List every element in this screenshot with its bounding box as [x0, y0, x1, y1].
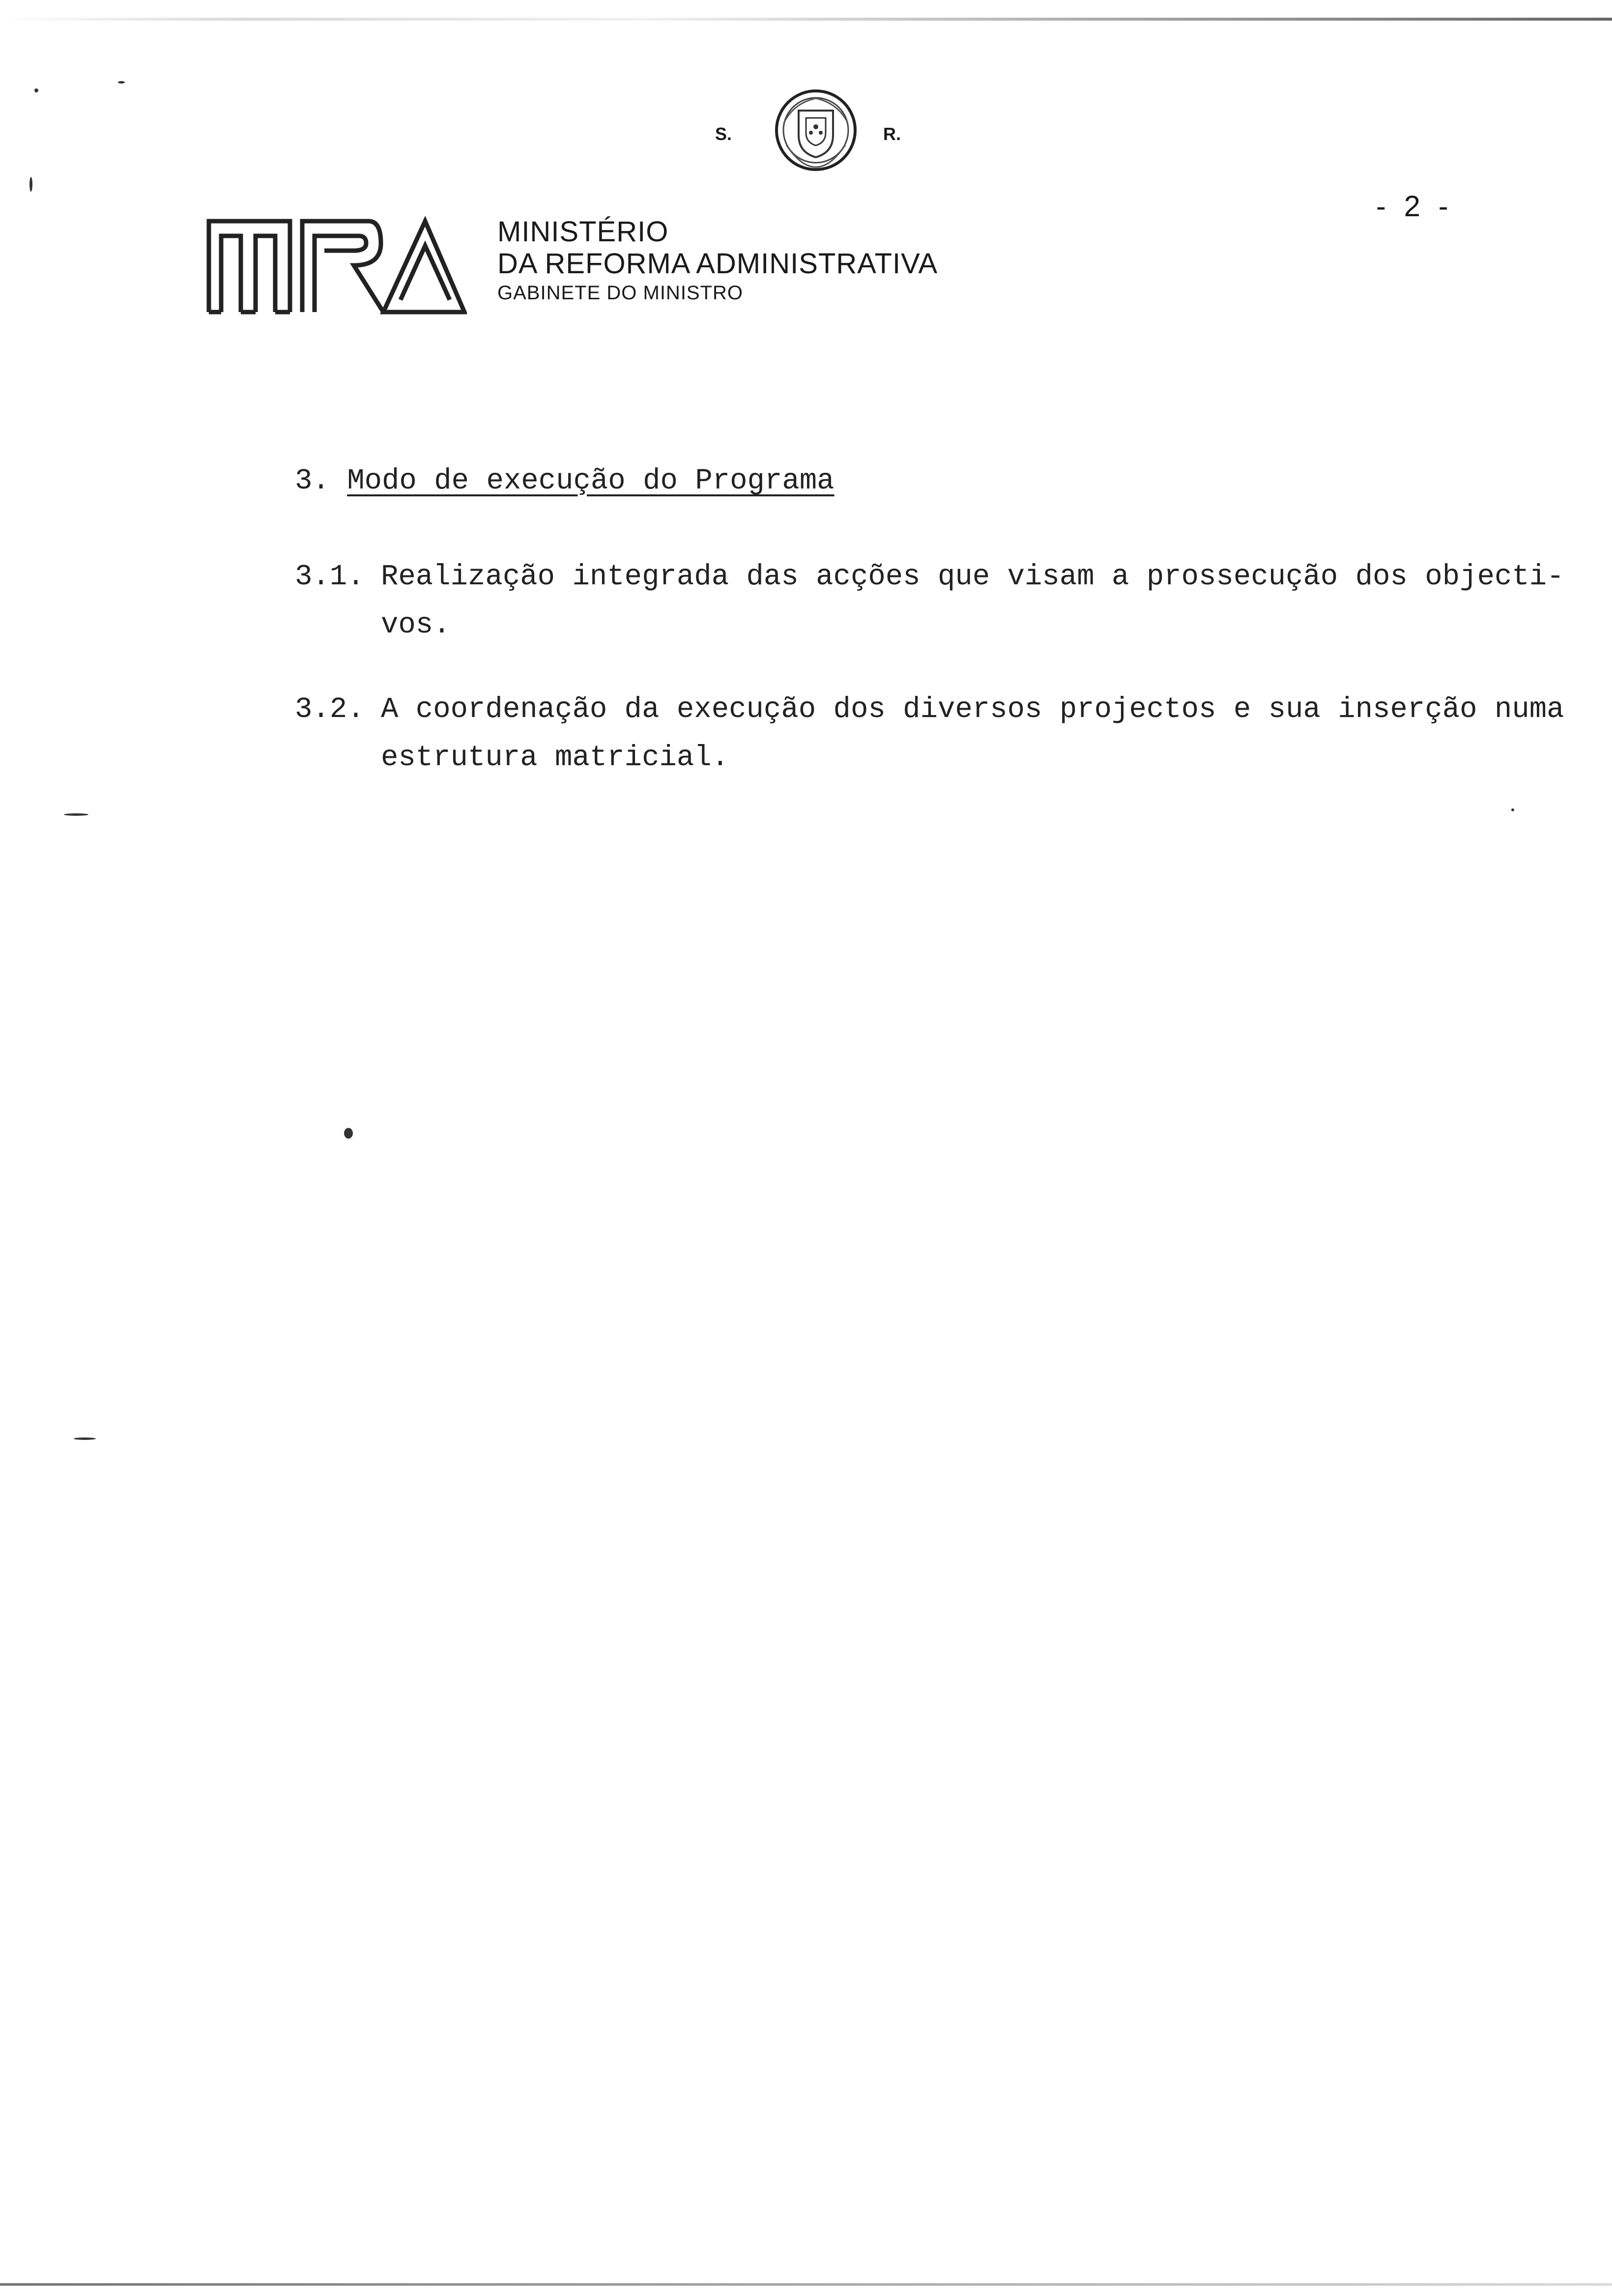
speck: [118, 81, 125, 84]
item-number: 3.2.: [295, 693, 365, 726]
list-item: [295, 686, 1597, 782]
speck: [29, 177, 32, 192]
list-item: [295, 553, 1597, 649]
page-number: - 2 -: [1376, 190, 1453, 223]
coat-of-arms-seal: [764, 84, 867, 177]
section-number: 3.: [295, 464, 330, 497]
ministry-heading: [497, 216, 938, 306]
item-text-line1: Realização integrada das acções que visam a prossecução dos objecti-: [381, 560, 1564, 593]
item-text-line1: A coordenação da execução dos diversos projectos e sua inserção numa: [381, 693, 1564, 726]
mra-logo: [206, 216, 467, 315]
speck: [64, 813, 88, 816]
speck: [1511, 808, 1514, 811]
section-heading: [295, 464, 835, 497]
section-title: Modo de execução do Programa: [347, 464, 835, 497]
item-number: 3.1.: [295, 560, 365, 593]
item-text-line2: vos.: [381, 608, 451, 641]
item-text-line2: estrutura matricial.: [381, 741, 729, 774]
ministry-title: MINISTÉRIO: [497, 216, 669, 248]
department-title: DA REFORMA ADMINISTRATIVA: [497, 248, 938, 280]
speck: [344, 1128, 353, 1139]
office-title: GABINETE DO MINISTRO: [497, 282, 744, 304]
scan-artifact-bottom: [0, 2283, 1612, 2286]
seal-letter-left: S.: [715, 124, 732, 144]
scan-artifact-top: [0, 18, 1612, 21]
speck: [74, 1437, 96, 1440]
seal-letter-right: R.: [883, 124, 901, 144]
speck: [34, 88, 38, 92]
